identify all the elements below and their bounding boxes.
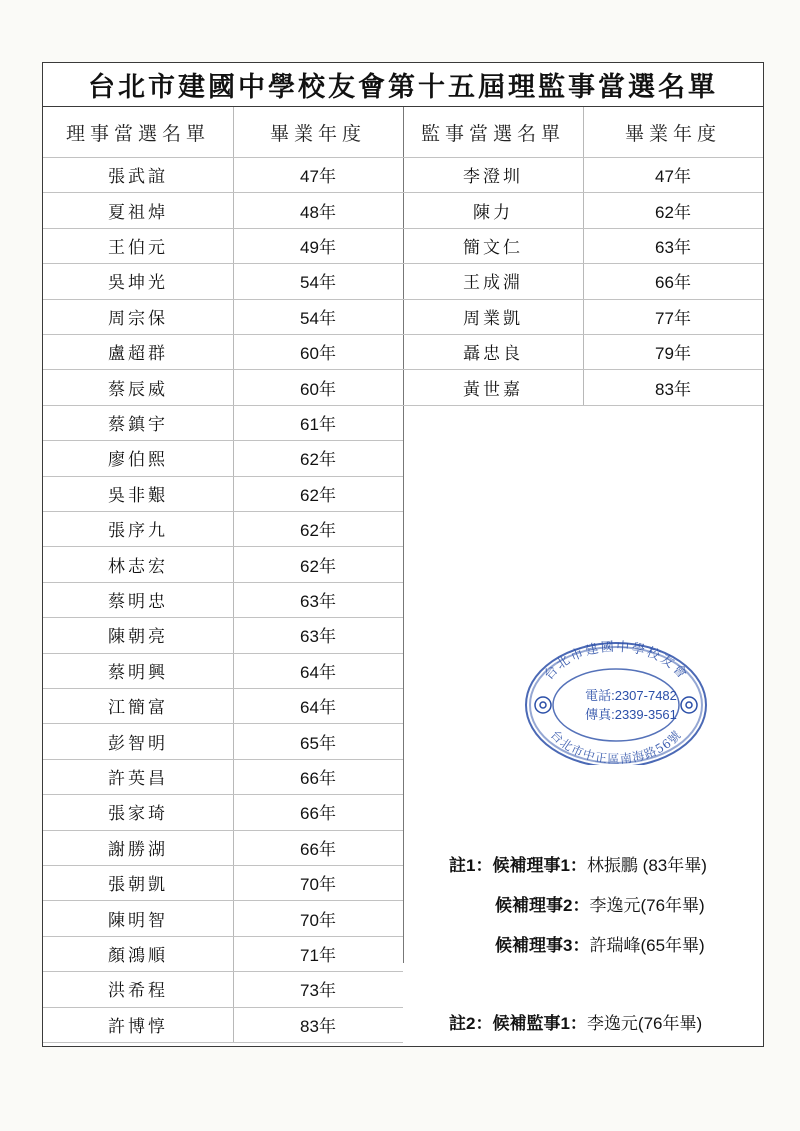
director-grad-year: 47年 [300, 167, 336, 187]
director-grad-year: 54年 [300, 273, 336, 293]
director-name: 蔡辰威 [108, 379, 168, 400]
director-grad-year: 71年 [300, 945, 336, 965]
supervisor-name: 簡文仁 [463, 237, 523, 258]
supervisor-name: 王成淵 [463, 273, 523, 294]
director-grad-year: 70年 [300, 910, 336, 930]
supervisor-grad-year: 77年 [655, 308, 691, 328]
alt-director-3-label: 候補理事3： [495, 936, 590, 955]
director-name: 吳坤光 [108, 273, 168, 294]
alt-director-1-value: 林振鵬 (83年畢) [586, 856, 707, 875]
director-name: 洪希程 [108, 981, 168, 1002]
director-name: 林志宏 [108, 556, 168, 577]
director-name: 陳明智 [108, 910, 168, 931]
director-name: 蔡明忠 [108, 591, 168, 612]
director-grad-year: 62年 [300, 485, 336, 505]
alt-director-1-label: 候補理事1： [492, 856, 587, 875]
alt-director-3-value: 許瑞峰(65年畢) [589, 936, 705, 955]
supervisor-name: 周業凱 [463, 308, 523, 329]
director-grad-year: 66年 [300, 768, 336, 788]
directors-name-header: 理事當選名單 [65, 122, 210, 145]
director-grad-year: 64年 [300, 698, 336, 718]
director-name: 許博惇 [108, 1016, 168, 1037]
director-name: 謝勝湖 [108, 839, 168, 860]
supervisor-name: 李澄圳 [463, 167, 523, 188]
director-name: 張武誼 [108, 167, 168, 188]
director-name: 夏祖焯 [108, 202, 168, 223]
director-grad-year: 60年 [300, 379, 336, 399]
svg-text:台北市中正區南海路56號 [548, 727, 684, 765]
supervisor-grad-year: 83年 [655, 379, 691, 399]
alt-supervisor-1-label: 候補監事1： [492, 1014, 587, 1033]
director-name: 周宗保 [108, 308, 168, 329]
association-seal [521, 635, 711, 765]
director-grad-year: 63年 [300, 627, 336, 647]
seal-bottom-text: 台北市中正區南海路56號 [547, 727, 685, 765]
director-grad-year: 54年 [300, 308, 336, 328]
seal-top-text: 台北市建國中學校友會 [541, 639, 691, 684]
director-grad-year: 64年 [300, 662, 336, 682]
note-1-alt-director-2 [495, 891, 705, 916]
note-2-alt-supervisor-1 [449, 1009, 702, 1034]
election-list-sheet [42, 62, 764, 1047]
director-grad-year: 73年 [300, 981, 336, 1001]
director-name: 王伯元 [108, 237, 168, 258]
director-name: 彭智明 [108, 733, 168, 754]
grid-line [403, 405, 763, 406]
director-grad-year: 63年 [300, 591, 336, 611]
alt-supervisor-1-value: 李逸元(76年畢) [586, 1014, 703, 1033]
director-grad-year: 62年 [300, 450, 336, 470]
supervisor-name: 陳力 [473, 202, 513, 223]
director-name: 張家琦 [108, 804, 168, 825]
directors-year-header: 畢業年度 [269, 122, 366, 145]
note-1-alt-director-1 [449, 851, 707, 876]
director-grad-year: 65年 [300, 733, 336, 753]
director-name: 蔡明興 [108, 662, 168, 683]
director-grad-year: 66年 [300, 804, 336, 824]
alt-director-2-label: 候補理事2： [495, 896, 590, 915]
director-name: 張序九 [108, 521, 168, 542]
supervisor-grad-year: 79年 [655, 344, 691, 364]
director-name: 吳非艱 [108, 485, 168, 506]
director-grad-year: 48年 [300, 202, 336, 222]
page-title: 台北市建國中學校友會第十五屆理監事當選名單 [43, 63, 763, 107]
note-2-label: 註2： [449, 1014, 493, 1033]
supervisor-name: 聶忠良 [463, 344, 523, 365]
seal-phone: 電話:2307-7482 [585, 688, 677, 703]
svg-text:台北市建國中學校友會 [541, 639, 690, 683]
note-1-label: 註1： [449, 856, 493, 875]
director-grad-year: 66年 [300, 839, 336, 859]
director-grad-year: 49年 [300, 237, 336, 257]
director-name: 許英昌 [108, 768, 168, 789]
supervisor-grad-year: 47年 [655, 167, 691, 187]
supervisor-grad-year: 62年 [655, 202, 691, 222]
grid-line [43, 1042, 403, 1043]
director-name: 顏鴻順 [108, 945, 168, 966]
supervisor-name: 黃世嘉 [463, 379, 523, 400]
director-name: 蔡鎮宇 [108, 414, 168, 435]
director-grad-year: 61年 [300, 414, 336, 434]
director-name: 陳朝亮 [108, 627, 168, 648]
director-name: 盧超群 [108, 344, 168, 365]
director-grad-year: 70年 [300, 875, 336, 895]
supervisor-grad-year: 63年 [655, 237, 691, 257]
alt-director-2-value: 李逸元(76年畢) [589, 896, 705, 915]
director-name: 張朝凱 [108, 875, 168, 896]
director-name: 廖伯熙 [108, 450, 168, 471]
director-grad-year: 60年 [300, 344, 336, 364]
director-name: 江簡富 [108, 698, 168, 719]
director-grad-year: 83年 [300, 1016, 336, 1036]
seal-outline [526, 643, 706, 765]
note-1-alt-director-3 [495, 931, 705, 956]
supervisor-grad-year: 66年 [655, 273, 691, 293]
director-grad-year: 62年 [300, 556, 336, 576]
supervisors-year-header: 畢業年度 [624, 122, 721, 145]
director-grad-year: 62年 [300, 521, 336, 541]
seal-fax: 傳真:2339-3561 [585, 707, 677, 722]
supervisors-name-header: 監事當選名單 [420, 122, 565, 145]
